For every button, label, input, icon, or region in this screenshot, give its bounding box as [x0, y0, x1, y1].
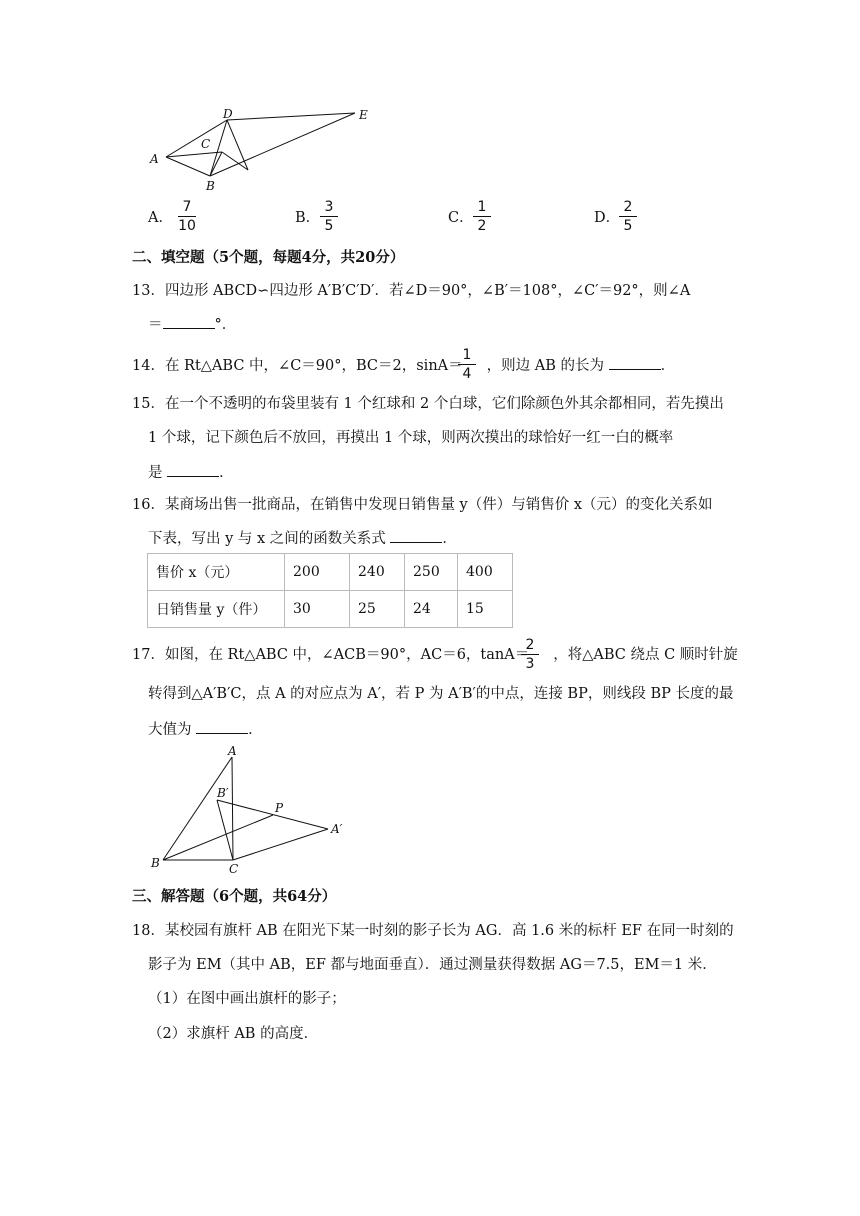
label-B: B: [151, 856, 160, 870]
q14-pre: 14．在 Rt△ABC 中，∠C＝90°，BC＝2，sinA＝: [132, 358, 463, 374]
label-D: D: [223, 107, 233, 121]
label-C: C: [201, 137, 211, 151]
option-d-den: 5: [623, 218, 633, 234]
q13-eq: ＝: [148, 317, 163, 333]
option-a-den: 10: [178, 218, 196, 234]
q17-pre3: 大值为: [148, 722, 192, 738]
label-E: E: [359, 108, 368, 122]
q17-pre: 17．如图，在 Rt△ABC 中，∠ACB＝90°，AC＝6，tanA＝: [132, 647, 530, 663]
option-c-fraction: [471, 199, 493, 234]
q16-line2: [148, 528, 457, 549]
table-row: [148, 554, 513, 591]
q18-part1: （1）在图中画出旗杆的影子；: [148, 991, 346, 1007]
label-B-prime: B′: [217, 786, 229, 800]
q18-part2: （2）求旗杆 AB 的高度．: [148, 1026, 319, 1042]
option-c-den: 2: [477, 218, 487, 234]
q13-deg: °．: [214, 317, 237, 333]
option-b-den: 5: [324, 218, 334, 234]
q16-answer-blank[interactable]: [390, 528, 442, 543]
q17-post3: ．: [248, 722, 263, 738]
q17-answer-blank[interactable]: [196, 719, 248, 734]
q16-post: ．: [442, 531, 457, 547]
table-cell: 400: [458, 554, 513, 591]
option-d-fraction: [617, 199, 639, 234]
figure-quadrilateral: [140, 100, 380, 195]
table-row: [148, 591, 513, 628]
q14-fraction: [456, 347, 478, 382]
q17-line3: [148, 719, 263, 740]
q17-fraction: [519, 637, 541, 672]
option-b-fraction: [318, 199, 340, 234]
q15-answer-blank[interactable]: [167, 462, 219, 477]
q16-pre: 下表，写出 y 与 x 之间的函数关系式: [148, 531, 386, 547]
option-b-label: B．: [295, 210, 321, 226]
table-cell: 24: [405, 591, 458, 628]
option-a-fraction: [176, 199, 198, 234]
section-3-heading: 三、解答题（6个题，共64分）: [132, 888, 337, 905]
q17-post: ，将△ABC 绕点 C 顺时针旋: [553, 647, 738, 663]
option-c-label: C．: [448, 210, 474, 226]
q14-den: 4: [462, 366, 472, 382]
figure-rotation: [145, 745, 355, 875]
table-cell: 30: [285, 591, 350, 628]
q16-line1: 16．某商场出售一批商品，在销售中发现日销售量 y（件）与销售价 x（元）的变化关系如: [132, 497, 713, 513]
label-A: A: [228, 745, 237, 758]
q15-line3: [148, 462, 234, 483]
label-P: P: [275, 801, 284, 815]
table-header-price: 售价 x（元）: [148, 554, 285, 591]
q15-pre: 是: [148, 465, 163, 481]
option-a-label: A．: [148, 210, 173, 226]
option-d-num: 2: [623, 199, 633, 215]
label-C: C: [229, 862, 239, 875]
label-B: B: [206, 179, 215, 193]
table-cell: 240: [350, 554, 405, 591]
q13-line2: [148, 314, 236, 335]
q14-text: [132, 355, 675, 376]
q17-line1: [132, 645, 738, 665]
option-c-num: 1: [477, 199, 487, 215]
q14-num: 1: [462, 347, 472, 363]
q18-line2: 影子为 EM（其中 AB，EF 都与地面垂直）．通过测量获得数据 AG＝7.5，EM＝1 米．: [148, 957, 717, 973]
q15-post: ．: [219, 465, 234, 481]
q17-den: 3: [525, 656, 535, 672]
section-2-heading: 二、填空题（5个题，每题4分，共20分）: [132, 249, 405, 266]
option-a-num: 7: [182, 199, 192, 215]
q13-answer-blank[interactable]: [163, 314, 215, 329]
q18-line1: 18．某校园有旗杆 AB 在阳光下某一时刻的影子长为 AG．高 1.6 米的标杆 EF 在同一时刻的: [132, 923, 734, 939]
table-cell: 250: [405, 554, 458, 591]
q15-line1: 15．在一个不透明的布袋里装有 1 个红球和 2 个白球，它们除颜色外其余都相同，若先摸出: [132, 396, 724, 412]
option-b-num: 3: [324, 199, 334, 215]
q17-num: 2: [525, 637, 535, 653]
table-cell: 25: [350, 591, 405, 628]
table-header-sales: 日销售量 y（件）: [148, 591, 285, 628]
q13-line1: 13．四边形 ABCD∽四边形 A′B′C′D′．若∠D＝90°，∠B′＝108°，∠C′＝92°，则∠A: [132, 283, 691, 299]
table-cell: 200: [285, 554, 350, 591]
option-d-label: D．: [594, 210, 621, 226]
q14-post: ，则边 AB 的长为: [486, 358, 604, 374]
q17-line2: 转得到△A′B′C，点 A 的对应点为 A′，若 P 为 A′B′的中点，连接 BP，则线段 BP 长度的最: [148, 686, 734, 702]
q14-end: ．: [660, 358, 676, 374]
table-cell: 15: [458, 591, 513, 628]
label-A-prime: A′: [331, 822, 343, 836]
label-A: A: [150, 152, 159, 166]
q15-line2: 1 个球，记下颜色后不放回，再摸出 1 个球，则两次摸出的球恰好一红一白的概率: [148, 430, 674, 446]
price-sales-table: [147, 553, 513, 628]
q14-answer-blank[interactable]: [609, 355, 661, 370]
